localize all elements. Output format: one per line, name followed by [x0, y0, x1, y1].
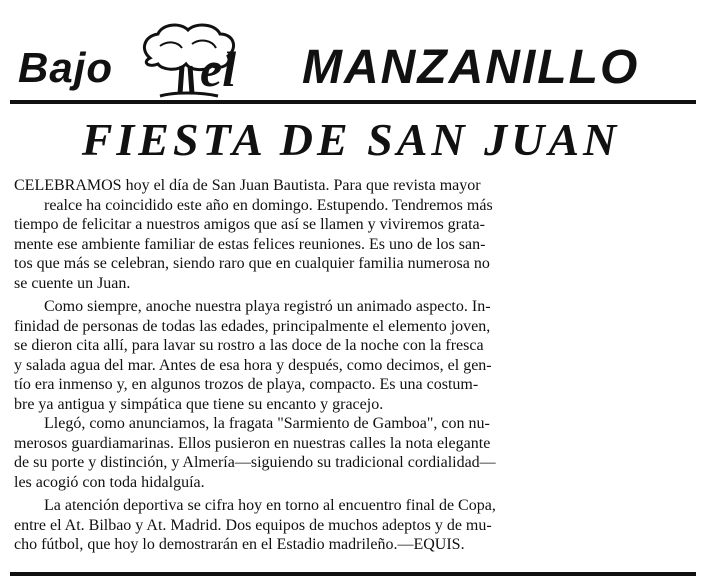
text-line: tiempo de felicitar a nuestros amigos que así se llamen y viviremos grata-: [14, 216, 485, 233]
text-line: les acogió con toda hidalguía.: [14, 473, 205, 491]
masthead-word-bajo: Bajo: [18, 44, 114, 91]
text-line: Como siempre, anoche nuestra playa registró un animado aspecto. In-: [44, 298, 491, 315]
text-line: tío era inmenso y, en algunos trozos de playa, compacto. Es una costum-: [14, 376, 479, 393]
article-body: [14, 176, 694, 555]
top-rule: [10, 100, 696, 104]
masthead: [10, 14, 696, 97]
paragraph-2: [14, 297, 694, 414]
text-line: de su porte y distinción, y Almería—siguiendo su tradicional cordialidad—: [14, 454, 496, 471]
paragraph-3: [14, 414, 694, 492]
paragraph-4: [14, 496, 694, 555]
masthead-word-manzanillo: MANZANILLO: [302, 41, 640, 94]
bottom-rule: [10, 572, 696, 576]
text-line: se cuente un Juan.: [14, 274, 131, 292]
text-line: bre ya antigua y simpática que tiene su encanto y gracejo.: [14, 395, 384, 413]
text-line: Llegó, como anunciamos, la fragata "Sarmiento de Gamboa", con nu-: [44, 415, 490, 432]
text-line: y salada agua del mar. Antes de esa hora y después, como decimos, el gen-: [14, 356, 492, 374]
text-line: se dieron cita allí, para lavar su rostro a las doce de la noche con la fresca: [14, 337, 484, 354]
headline: FIESTA DE SAN JUAN: [81, 114, 621, 165]
text-line: La atención deportiva se cifra hoy en torno al encuentro final de Copa,: [44, 497, 496, 514]
text-line: tos que más se celebran, siendo raro que en cualquier familia numerosa no: [14, 255, 490, 272]
text-line: mente ese ambiente familiar de estas felices reuniones. Es uno de los san-: [14, 235, 486, 253]
text-line: CELEBRAMOS hoy el día de San Juan Bautista. Para que revista mayor: [14, 177, 481, 194]
text-line: realce ha coincidido este año en domingo. Estupendo. Tendremos más: [44, 196, 493, 214]
text-line: cho fútbol, que hoy lo demostrarán en el Estadio madrileño.—EQUIS.: [14, 536, 465, 553]
text-line: finidad de personas de todas las edades, principalmente el elemento joven,: [14, 317, 491, 335]
text-line: merosos guardiamarinas. Ellos pusieron en nuestras calles la nota elegante: [14, 434, 491, 452]
masthead-word-el: el: [200, 41, 237, 97]
paragraph-1: [14, 176, 694, 293]
text-line: entre el At. Bilbao y At. Madrid. Dos equipos de muchos adeptos y de mu-: [14, 516, 492, 534]
